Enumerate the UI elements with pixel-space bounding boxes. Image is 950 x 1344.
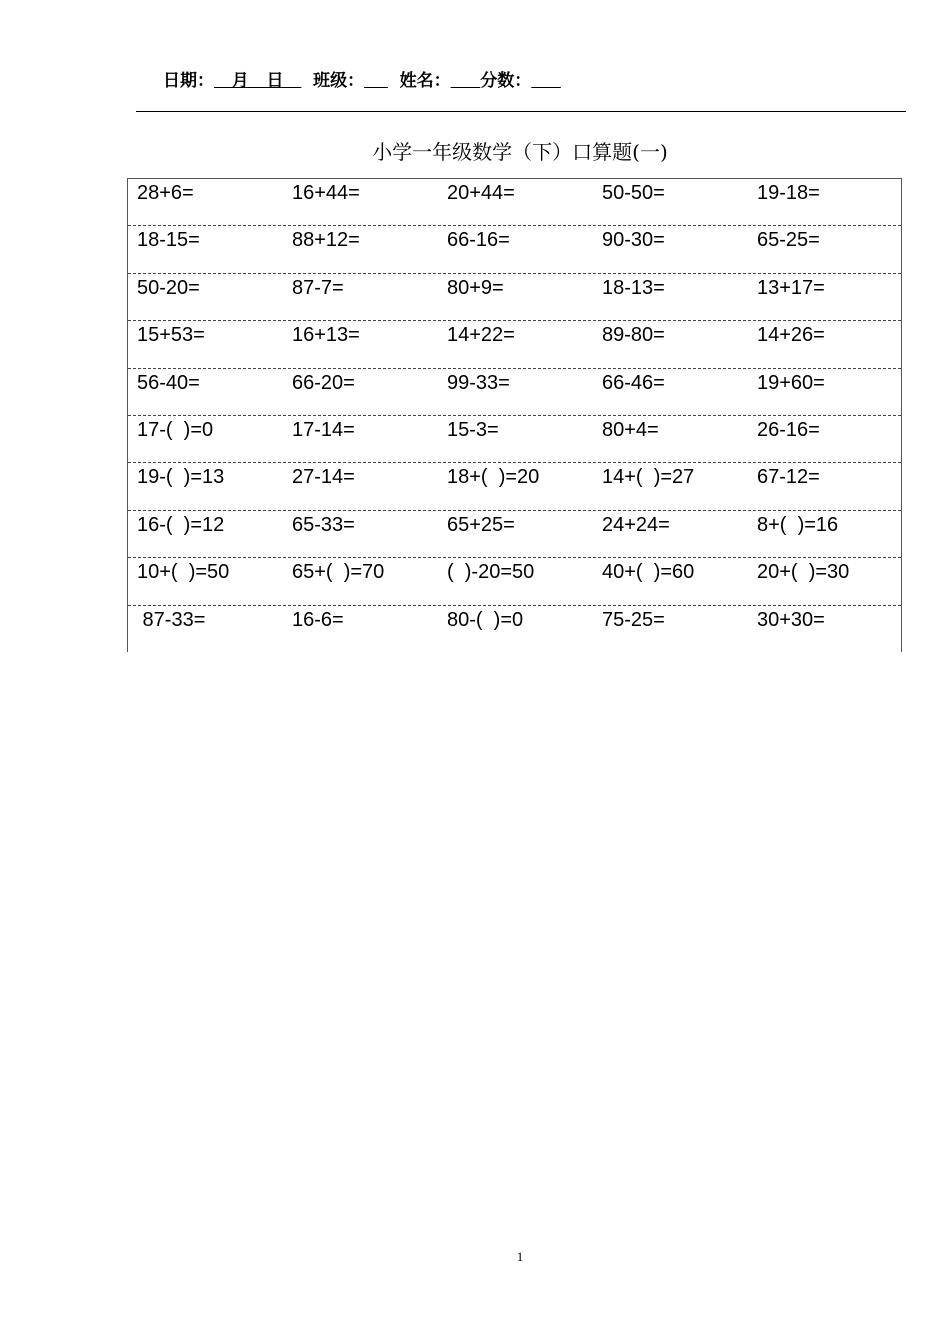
problem-cell: 75-25= (602, 608, 665, 631)
class-label: 班级： (313, 71, 365, 91)
problem-cell: 65-25= (757, 229, 820, 252)
problem-row (128, 558, 901, 605)
problem-cell: 66-16= (447, 229, 510, 252)
problem-cell: 19-( )=13 (137, 466, 225, 489)
problem-cell: 14+22= (447, 324, 515, 347)
problem-cell: 16+13= (292, 324, 360, 347)
date-blank[interactable]: 月 日 (214, 71, 302, 91)
worksheet-header (163, 66, 561, 91)
problem-cell: 13+17= (757, 276, 825, 299)
problem-cell: 30+30= (757, 608, 825, 631)
problem-cell: 99-33= (447, 371, 510, 394)
score-blank[interactable] (531, 71, 561, 91)
problem-cell: 15+53= (137, 324, 205, 347)
problem-cell: 26-16= (757, 418, 820, 441)
problem-cell: 15-3= (447, 418, 499, 441)
problem-row (128, 179, 901, 226)
worksheet-title: 小学一年级数学（下）口算题(一) (372, 140, 668, 164)
problem-cell: 27-14= (292, 466, 355, 489)
problem-cell: 80+4= (602, 418, 659, 441)
problem-row (128, 274, 901, 321)
problem-cell: 40+( )=60 (602, 561, 695, 584)
problem-cell: 89-80= (602, 324, 665, 347)
problem-cell: 87-33= (137, 608, 206, 631)
problem-cell: 16+44= (292, 182, 360, 204)
problem-cell: 18-15= (137, 229, 200, 252)
name-label: 姓名： (399, 71, 451, 91)
problem-row (128, 369, 901, 416)
problem-cell: 65-33= (292, 513, 355, 536)
problem-cell: 17-14= (292, 418, 355, 441)
problem-cell: 16-( )=12 (137, 513, 225, 536)
problem-cell: 8+( )=16 (757, 513, 839, 536)
problem-cell: 19+60= (757, 371, 825, 394)
problem-cell: 16-6= (292, 608, 344, 631)
problem-cell: 65+25= (447, 513, 515, 536)
score-label: 分数： (480, 71, 532, 91)
problem-cell: 20+44= (447, 182, 515, 204)
problem-cell: 50-50= (602, 182, 665, 204)
problem-cell: 20+( )=30 (757, 561, 850, 584)
problem-cell: 80+9= (447, 276, 504, 299)
problem-row (128, 321, 901, 368)
problem-cell: 14+26= (757, 324, 825, 347)
problem-cell: ( )-20=50 (447, 561, 535, 584)
problem-row (128, 416, 901, 463)
problem-cell: 17-( )=0 (137, 418, 214, 441)
problem-cell: 65+( )=70 (292, 561, 385, 584)
date-label: 日期： (163, 71, 214, 91)
problem-cell: 66-46= (602, 371, 665, 394)
problem-cell: 90-30= (602, 229, 665, 252)
problem-cell: 66-20= (292, 371, 355, 394)
problem-cell: 19-18= (757, 182, 820, 204)
problem-row (128, 463, 901, 510)
problem-row (128, 511, 901, 558)
header-divider (136, 111, 906, 112)
page-number: 1 (516, 1249, 524, 1264)
problem-cell: 88+12= (292, 229, 360, 252)
class-blank[interactable] (364, 71, 388, 91)
problem-cell: 87-7= (292, 276, 344, 299)
problem-cell: 18-13= (602, 276, 665, 299)
problem-cell: 14+( )=27 (602, 466, 695, 489)
problem-cell: 18+( )=20 (447, 466, 540, 489)
problem-row (128, 226, 901, 273)
problem-cell: 10+( )=50 (137, 561, 230, 584)
problem-cell: 24+24= (602, 513, 670, 536)
problem-cell: 56-40= (137, 371, 200, 394)
problem-cell: 80-( )=0 (447, 608, 524, 631)
problem-cell: 67-12= (757, 466, 820, 489)
problem-cell: 50-20= (137, 276, 200, 299)
problem-grid (127, 178, 902, 652)
problem-row (128, 606, 901, 653)
problem-cell: 28+6= (137, 182, 194, 204)
name-blank[interactable] (451, 71, 481, 91)
